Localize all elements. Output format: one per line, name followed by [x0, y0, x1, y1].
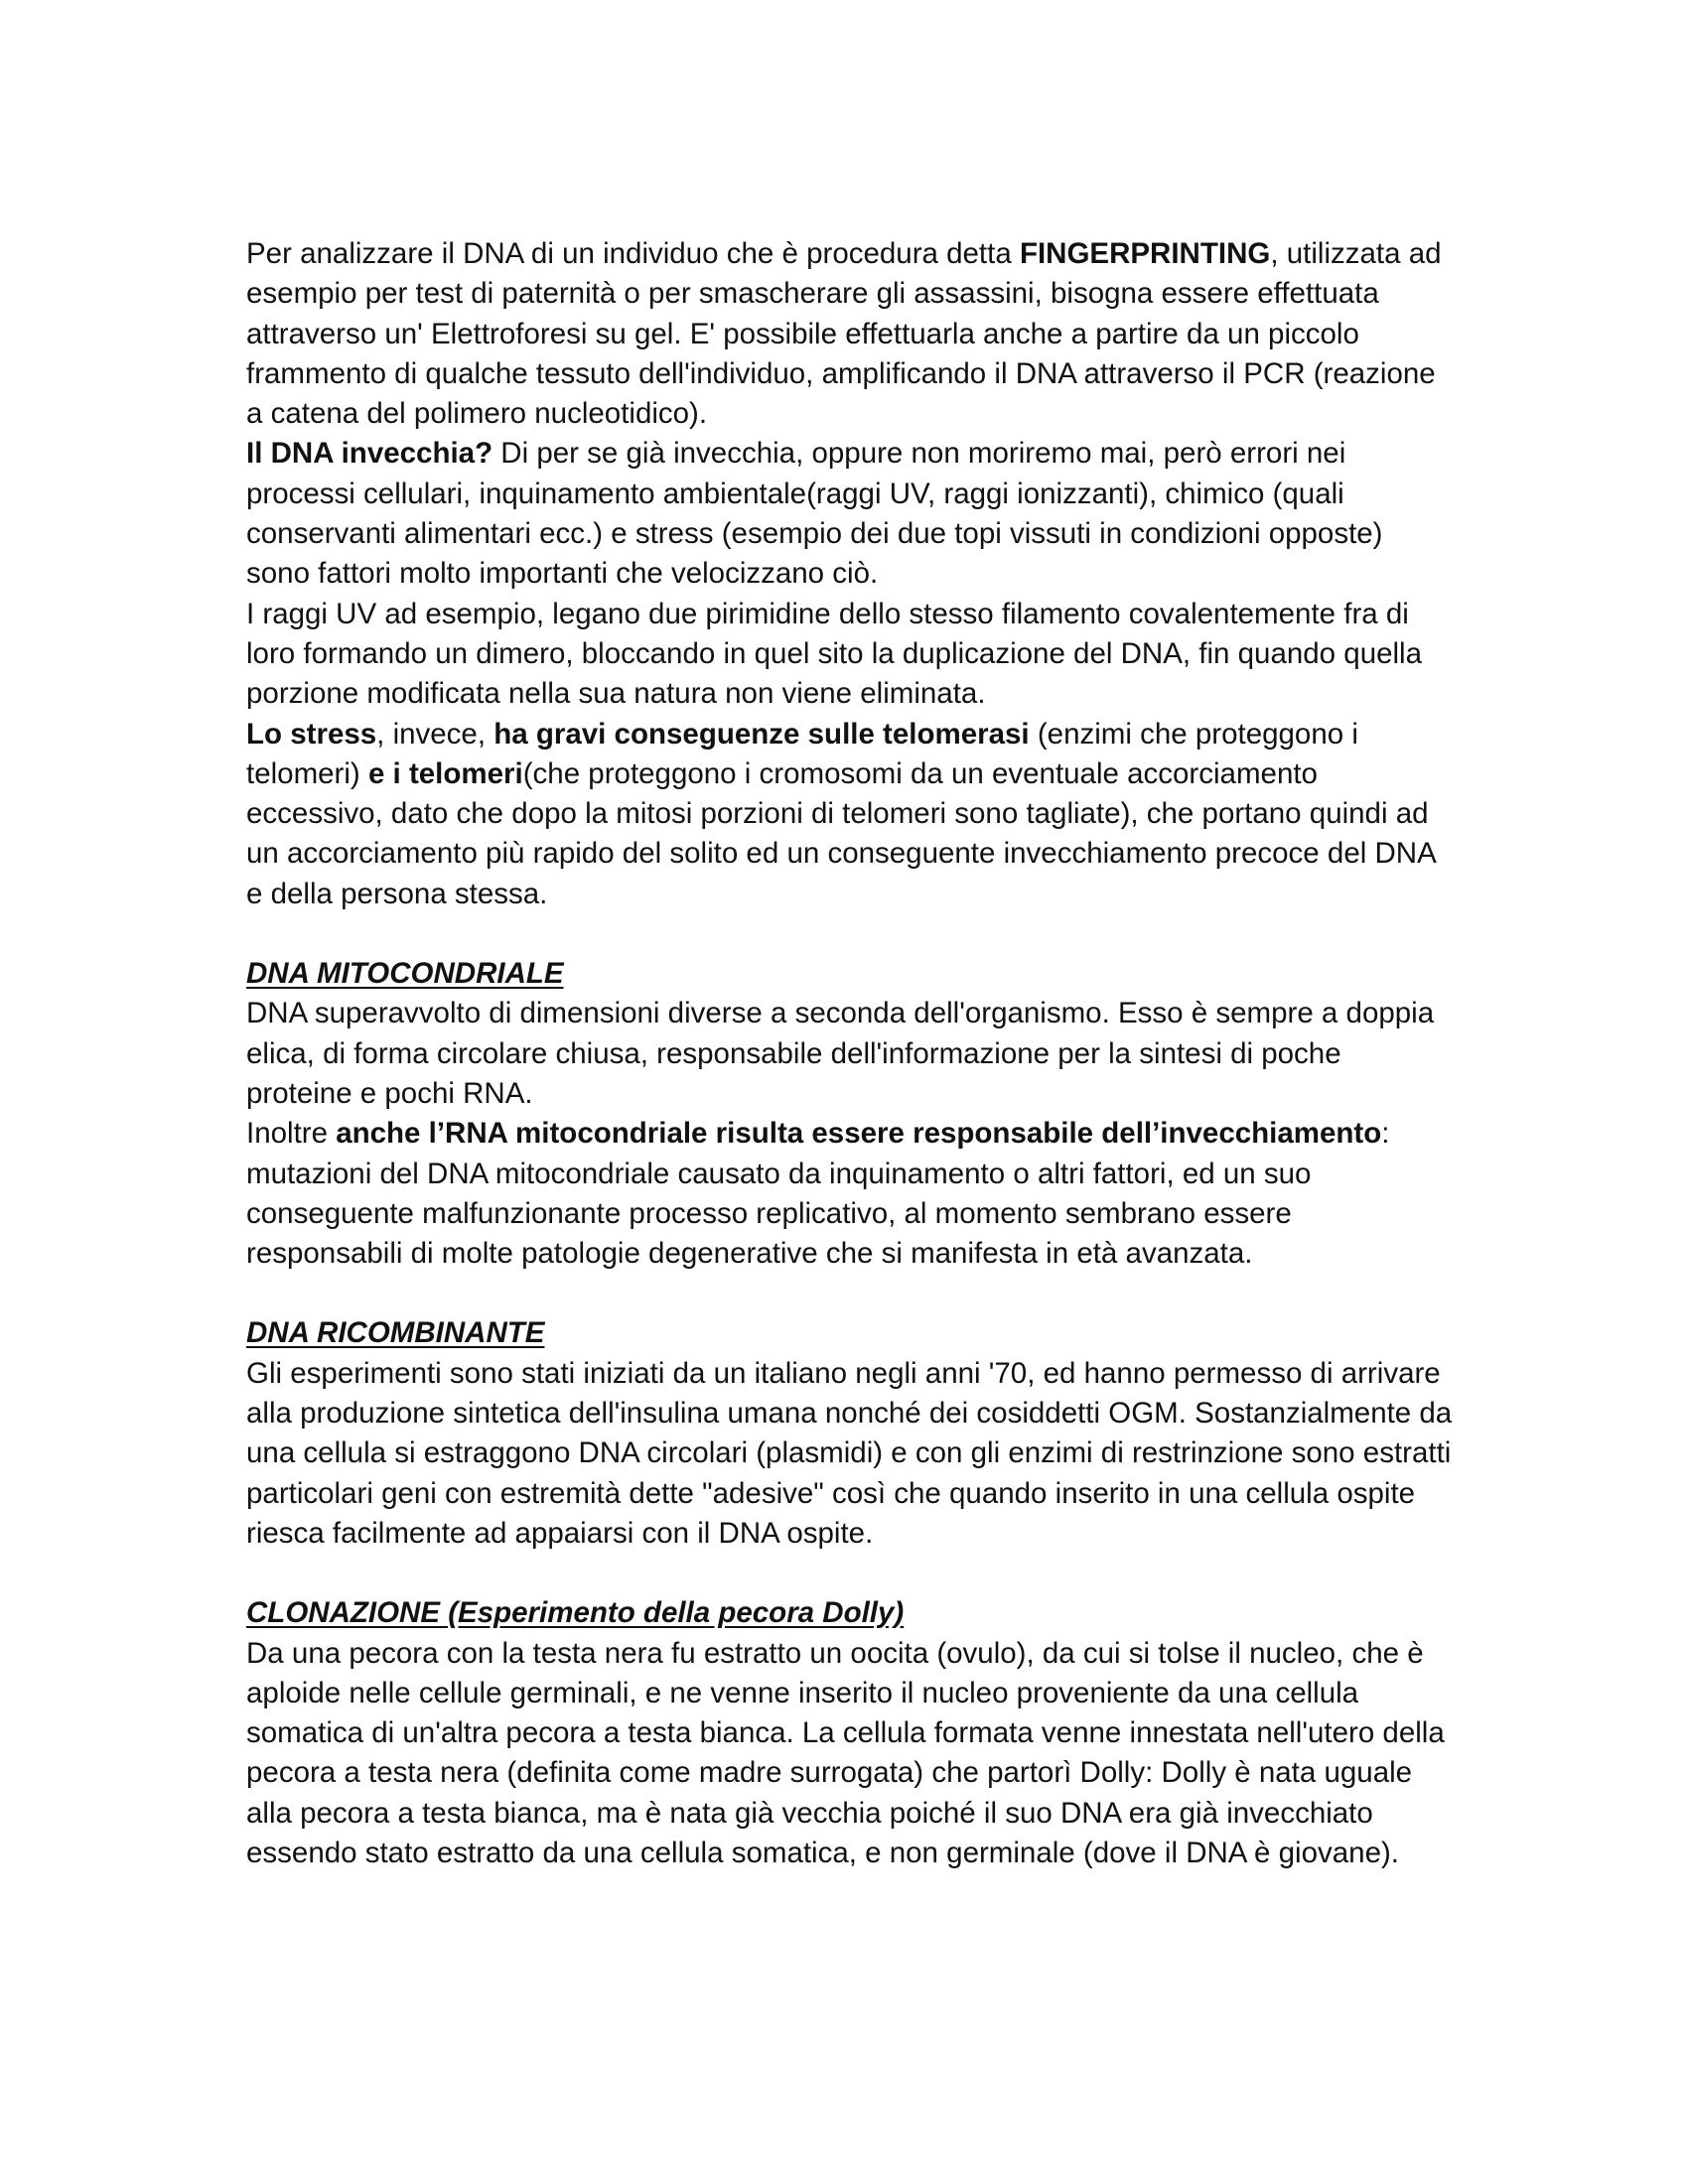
fingerprinting-term: FINGERPRINTING — [1019, 237, 1271, 270]
document-page — [246, 234, 1453, 1873]
text-run: Per analizzare il DNA di un individuo che è procedura detta — [246, 237, 1020, 270]
spacer — [246, 914, 1453, 954]
fingerprinting-paragraph — [246, 234, 1453, 434]
dna-aging-paragraph — [246, 434, 1453, 594]
recombinant-dna-heading: DNA RICOMBINANTE — [246, 1316, 545, 1350]
cloning-heading: CLONAZIONE (Esperimento della pecora Dolly) — [246, 1596, 905, 1630]
text-run: (enzimi che proteggono i telomeri) — [246, 717, 1358, 790]
spacer — [246, 1274, 1453, 1313]
stress-term: Lo stress — [246, 717, 377, 751]
mitochondrial-rna-statement: anche l’RNA mitocondriale risulta essere responsabile dell’invecchiamento — [336, 1117, 1382, 1151]
mitochondrial-dna-heading: DNA MITOCONDRIALE — [246, 957, 564, 991]
text-run: Inoltre — [246, 1117, 337, 1151]
recombinant-dna-paragraph: Gli esperimenti sono stati iniziati da un italiano negli anni '70, ed hanno permesso di arrivare alla produzione sintetica dell'insulina umana nonché dei cosiddetti OGM. Sostanzialmente da una cellula si estraggono DNA circolari (plasmidi) e con gli enzimi di restrinzione sono estratti particolari geni con estremità dette "adesive" così che quando inserito in una cellula ospite riesca facilmente ad appaiarsi con il DNA ospite. — [246, 1356, 1453, 1550]
text-run: : mutazioni del DNA mitocondriale causato da inquinamento o altri fattori, ed un suo conseguente malfunzionante processo replicativo, al momento sembrano essere responsabili di molte patologie degenerative che si manifesta in età avanzata. — [246, 1117, 1390, 1271]
spacer — [246, 1554, 1453, 1593]
mitochondrial-rna-paragraph — [246, 1114, 1453, 1274]
text-run: Di per se già invecchia, oppure non moriremo mai, però errori nei processi cellulari, inquinamento ambientale(raggi UV, raggi ionizzanti), chimico (quali conservanti alimentari ecc.) e stress (esempio dei due topi vissuti in condizioni opposte) sono fattori molto importanti che velocizzano ciò. — [246, 437, 1383, 591]
dna-aging-question: Il DNA invecchia? — [246, 437, 493, 471]
stress-paragraph — [246, 715, 1453, 914]
uv-rays-paragraph: I raggi UV ad esempio, legano due pirimidine dello stesso filamento covalentemente fra di loro formando un dimero, bloccando in quel sito la duplicazione del DNA, fin quando quella porzione modificata nella sua natura non viene eliminata. — [246, 597, 1423, 711]
telomerase-statement: ha gravi conseguenze sulle telomerasi — [493, 717, 1030, 751]
text-run: , utilizzata ad esempio per test di paternità o per smascherare gli assassini, bisogna essere effettuata attraverso un' Elettroforesi su gel. E' possibile effettuarla anche a partire da un piccolo frammento di qualche tessuto dell'individuo, amplificando il DNA attraverso il PCR (reazione a catena del polimero nucleotidico). — [246, 237, 1442, 431]
telomeres-term: e i telomeri — [367, 756, 523, 790]
text-run: (che proteggono i cromosomi da un eventuale accorciamento eccessivo, dato che dopo la mitosi porzioni di telomeri sono tagliate), che portano quindi ad un accorciamento più rapido del solito ed un conseguente invecchiamento precoce del DNA e della persona stessa. — [246, 756, 1436, 910]
cloning-paragraph: Da una pecora con la testa nera fu estratto un oocita (ovulo), da cui si tolse il nucleo, che è aploide nelle cellule germinali, e ne venne inserito il nucleo proveniente da una cellula somatica di un'altra pecora a testa bianca. La cellula formata venne innestata nell'utero della pecora a testa nera (definita come madre surrogata) che partorì Dolly: Dolly è nata uguale alla pecora a testa bianca, ma è nata già vecchia poiché il suo DNA era già invecchiato essendo stato estratto da una cellula somatica, e non germinale (dove il DNA è giovane). — [246, 1636, 1445, 1869]
mitochondrial-dna-paragraph: DNA superavvolto di dimensioni diverse a seconda dell'organismo. Esso è sempre a doppia elica, di forma circolare chiusa, responsabile dell'informazione per la sintesi di poche proteine e pochi RNA. — [246, 997, 1435, 1110]
text-run: , invece, — [376, 717, 494, 751]
